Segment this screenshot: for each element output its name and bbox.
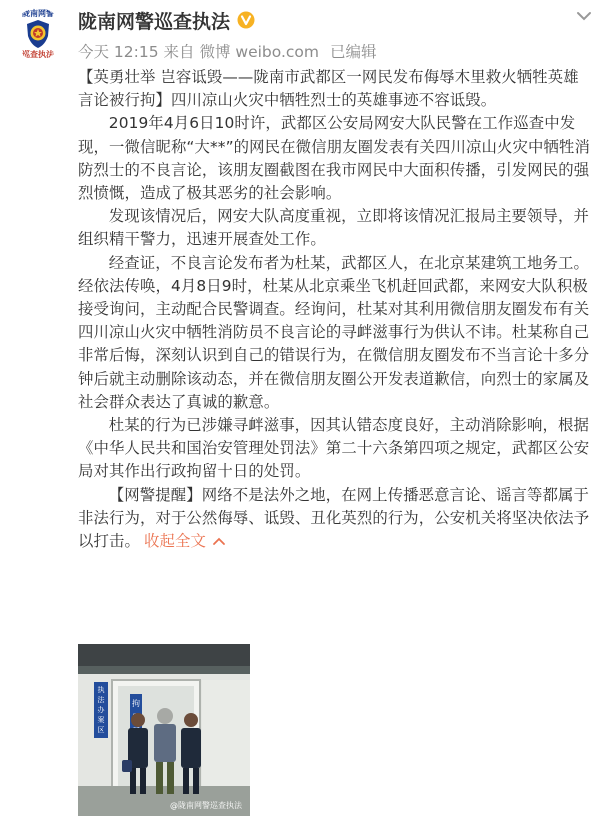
collapse-link[interactable]: [144, 532, 226, 550]
post-body: [78, 66, 592, 553]
post-meta: [78, 40, 376, 64]
paragraph: 杜某的行为已涉嫌寻衅滋事，因其认错态度良好，主动消除影响，根据《中华人民共和国治安管理处罚法》第二十六条第四项之规定，武都区公安局对其作出行政拘留十日的处罚。: [78, 416, 590, 481]
police-emblem-icon: [25, 19, 51, 49]
verified-v-icon: [237, 11, 255, 29]
account-name[interactable]: 陇南网警巡查执法: [78, 10, 231, 33]
post-time[interactable]: 今天 12:15: [78, 43, 159, 61]
avatar-top-text: 陇南网警: [22, 9, 54, 18]
paragraph-reminder: [78, 484, 592, 554]
post-title-rest: 四川凉山火灾中牺牲烈士的英雄事迹不容诋毁。: [170, 91, 497, 110]
paragraph: 发现该情况后，网安大队高度重视，立即将该情况汇报局主要领导，并组织精干警力，迅速开展查处工作。: [78, 207, 590, 249]
avatar-bottom-text: 巡查执法: [22, 50, 54, 59]
sign-char: 案: [97, 716, 105, 724]
police-station-photo: [78, 644, 250, 816]
chevron-down-icon[interactable]: [576, 10, 592, 22]
sign-char: 办: [97, 706, 105, 714]
paragraph: 经查证，不良言论发布者为杜某，武都区人，在北京某建筑工地务工。经依法传唤，4月8日9时，杜某从北京乘坐飞机赶回武都，来网安大队积极接受询问，主动配合民警调查。经询问，杜某对其利用微信朋友圈发布有关四川凉山火灾中牺牲消防员不良言论的寻衅滋事行为供认不讳。杜某称自己非常后悔，深刻认识到自己的错误行为，在微信朋友圈发布不当言论十多分钟后就主动删除该动态，并在微信朋友圈公开发表道歉信，向烈士的家属及社会群众表达了真诚的歉意。: [78, 253, 590, 411]
avatar[interactable]: [12, 8, 64, 60]
sign-char: 区: [97, 726, 105, 734]
edited-label: 已编辑: [329, 43, 377, 61]
collapse-label: 收起全文: [143, 532, 206, 551]
post-title: [78, 66, 592, 112]
chevron-up-icon: [212, 536, 226, 546]
paragraph: 2019年4月6日10时许，武都区公安局网安大队民警在工作巡查中发现，一微信昵称“大**”的网民在微信朋友圈发表有关四川凉山火灾中牺牲消防烈士的不良言论，该朋友圈截图在我市网民中大面积传播，引发网民的强烈愤慨，造成了极其恶劣的社会影响。: [78, 114, 590, 203]
post-source[interactable]: 来自 微博 weibo.com: [163, 43, 320, 61]
sign-char: 法: [97, 696, 105, 704]
photo-watermark: @陇南网警巡查执法: [170, 801, 242, 810]
post-title-bracket: 【英勇壮举 岂容诋毁——陇南市武都区一网民发布侮辱木里救火牺牲英雄言论被行拘】: [78, 68, 579, 110]
door-sign-char: 拘: [132, 699, 140, 708]
sign-char: 执: [97, 686, 105, 694]
post-photo[interactable]: [78, 644, 250, 816]
account-name-row: [78, 6, 255, 34]
reminder-text: 【网警提醒】网络不是法外之地，在网上传播恶意言论、谣言等都属于非法行为，对于公然侮辱、诋毁、丑化英烈的行为，公安机关将坚决依法予以打击。: [78, 485, 590, 551]
